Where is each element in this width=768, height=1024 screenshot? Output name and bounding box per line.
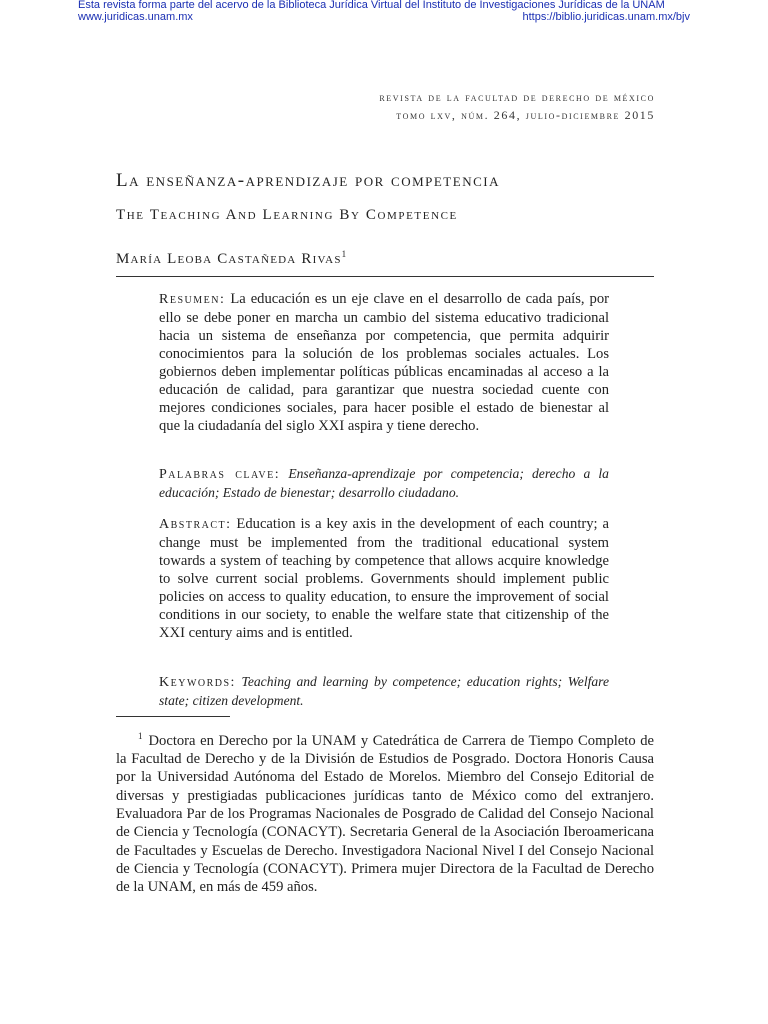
repository-notice: Esta revista forma parte del acervo de la Biblioteca Jurídica Virtual del Instituto de Investigaciones Jurídicas de la UNAM [78, 0, 665, 11]
title-divider [116, 276, 654, 277]
palabras-clave-label: Palabras clave: [159, 467, 281, 482]
palabras-clave-paragraph [159, 465, 609, 502]
abstract-label: Abstract: [159, 517, 232, 532]
author-name [116, 249, 346, 268]
article-title-english: The Teaching And Learning By Competence [116, 207, 458, 223]
author-footnote-mark: 1 [341, 249, 347, 259]
footnote-text: Doctora en Derecho por la UNAM y Catedrática de Carrera de Tiempo Completo de la Facultad de Derecho y de la División de Estudios de Posgrado. Doctora Honoris Causa por la Universidad Autónoma del Estado de Morelos. Miembro del Consejo Editorial de diversas y prestigiadas publicaciones jurídicas tanto de México como del extranjero. Evaluadora Par de los Programas Nacionales de Posgrado de Calidad del Consejo Nacional de Ciencia y Tecnología (CONACYT). Secretaria General de la Asociación Iberoamericana de Facultades y Escuelas de Derecho. Investigadora Nacional Nivel I del Consejo Nacional de Ciencia y Tecnología (CONACYT). Primera mujer Directora de la Facultad de Derecho de la UNAM, en más de 459 años. [116, 732, 654, 896]
resumen-paragraph [159, 290, 609, 435]
palabras-clave-text: Enseñanza-aprendizaje por competencia; derecho a la educación; Estado de bienestar; desarrollo ciudadano. [159, 466, 609, 500]
repository-banner [0, 0, 768, 28]
keywords-paragraph [159, 673, 609, 710]
abstract-text: Education is a key axis in the development of each country; a change must be implemented from the traditional educational system towards a system of teaching by competence that allows acquire knowledge to solve current social problems. Governments should implement public policies on access to quality education, to ensure the improvement of social conditions in our society, to enable the welfare state that citizenship of the XXI century aims and is entitled. [159, 516, 609, 641]
journal-info [379, 88, 655, 124]
article-title-spanish: La enseñanza-aprendizaje por competencia [116, 170, 500, 191]
biblio-link[interactable]: https://biblio.juridicas.unam.mx/bjv [522, 11, 690, 23]
footnote-divider [116, 716, 230, 717]
author-name-text: María Leoba Castañeda Rivas [116, 251, 342, 267]
footnote [116, 727, 654, 897]
juridicas-link[interactable]: www.juridicas.unam.mx [78, 11, 193, 23]
journal-issue: tomo lxv, núm. 264, julio-diciembre 2015 [396, 108, 655, 122]
footnote-mark: 1 [138, 731, 143, 741]
journal-name: revista de la facultad de derecho de méxico [379, 90, 655, 104]
keywords-label: Keywords: [159, 675, 236, 690]
abstract-paragraph [159, 515, 609, 642]
resumen-label: Resumen: [159, 292, 226, 307]
resumen-text: La educación es un eje clave en el desarrollo de cada país, por ello se debe poner en marcha un cambio del sistema educativo tradicional hacia un sistema de enseñanza por competencia, que permita adquirir conocimientos para la solución de los problemas sociales actuales. Los gobiernos deben implementar políticas públicas encaminadas al acceso a la educación de calidad, para garantizar que nuestra sociedad cuente con mejores condiciones sociales, para hacer posible el estado de bienestar al que la ciudadanía del siglo XXI aspira y tiene derecho. [159, 291, 609, 434]
keywords-text: Teaching and learning by competence; education rights; Welfare state; citizen development. [159, 674, 609, 708]
